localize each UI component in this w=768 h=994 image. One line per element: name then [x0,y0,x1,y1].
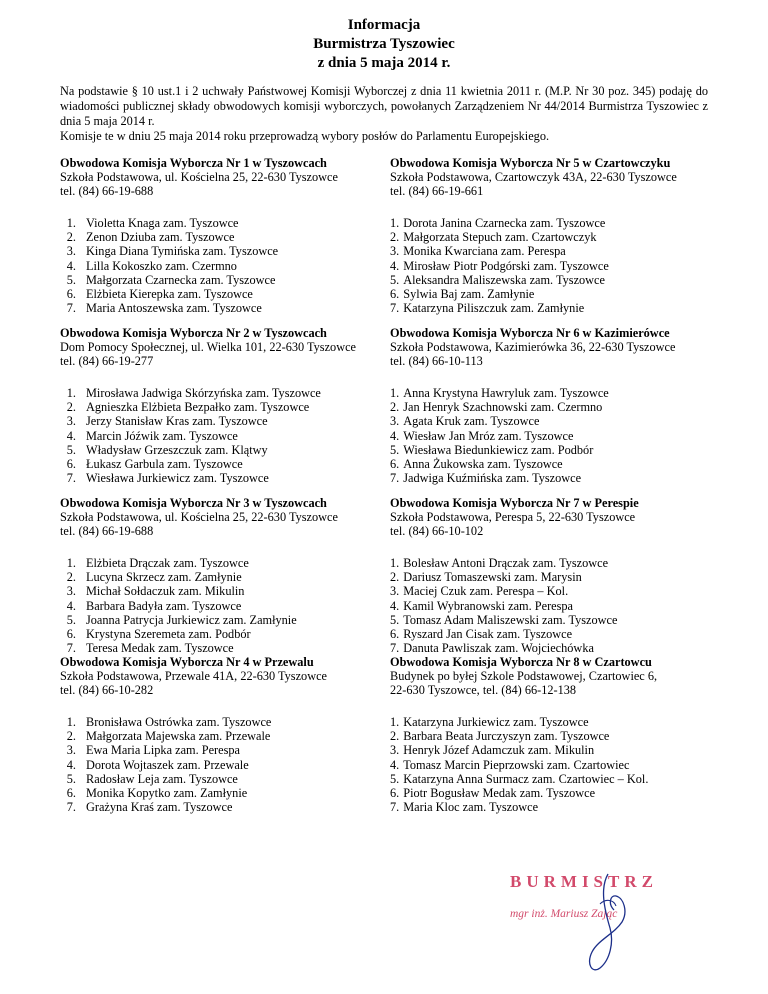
commission-name: Obwodowa Komisja Wyborcza Nr 6 w Kazimierówce [390,326,670,340]
member-number: 4. [390,598,400,613]
member-list [60,715,386,814]
member-item [60,443,386,457]
member-list [390,216,720,315]
member-number: 1. [390,556,400,570]
member-number: 7. [390,471,400,486]
member-item [390,570,720,584]
commission-name: Obwodowa Komisja Wyborcza Nr 2 w Tyszowcach [60,326,327,340]
member-name: Dariusz Tomaszewski zam. Marysin [403,570,582,585]
title-line-1: Informacja [347,17,421,33]
member-number: 7. [66,641,76,656]
member-name: Katarzyna Piliszczuk zam. Zamłynie [403,301,585,316]
member-item [60,772,386,786]
member-item [390,287,720,301]
member-item [60,556,386,570]
commission-phone: tel. (84) 66-19-661 [390,184,484,199]
member-item [390,273,720,287]
member-number: 1. [66,715,76,729]
member-item [390,457,720,471]
member-name: Bronisława Ostrówka zam. Tyszowce [86,715,272,729]
member-name: Grażyna Kraś zam. Tyszowce [86,800,233,815]
member-number: 2. [66,570,76,585]
member-number: 5. [390,771,400,786]
member-name: Barbara Badyła zam. Tyszowce [86,598,242,613]
member-number: 2. [66,729,76,744]
member-name: Henryk Józef Adamczuk zam. Mikulin [403,743,595,758]
intro-text [60,84,708,144]
commission-block-4 [60,655,386,815]
member-name: Łukasz Garbula zam. Tyszowce [86,457,243,472]
member-number: 5. [390,612,400,627]
member-item [390,301,720,315]
member-number: 7. [390,301,400,316]
member-number: 2. [66,400,76,415]
member-item [390,216,720,230]
member-name: Tomasz Marcin Pieprzowski zam. Czartowiec [403,757,630,772]
member-item [60,758,386,772]
member-name: Zenon Dziuba zam. Tyszowce [86,230,235,245]
member-number: 2. [390,400,400,415]
member-number: 4. [390,428,400,443]
member-name: Jerzy Stanisław Kras zam. Tyszowce [86,414,268,429]
member-item [60,216,386,230]
member-number: 2. [66,230,76,245]
member-item [60,599,386,613]
member-item [60,743,386,757]
member-item [390,443,720,457]
member-item [390,800,720,814]
member-name: Bolesław Antoni Drączak zam. Tyszowce [403,556,609,570]
stamp-title: BURMISTRZ [510,872,658,891]
commission-phone: tel. (84) 66-10-102 [390,524,484,539]
member-name: Ryszard Jan Cisak zam. Tyszowce [403,627,573,642]
commission-block-7 [390,496,720,656]
member-number: 1. [390,715,400,729]
member-item [60,627,386,641]
member-name: Wiesława Jurkiewicz zam. Tyszowce [86,471,269,486]
member-number: 6. [390,786,400,801]
member-name: Wiesława Biedunkiewicz zam. Podbór [403,442,594,457]
member-item [60,729,386,743]
member-name: Agata Kruk zam. Tyszowce [403,414,540,429]
member-name: Katarzyna Anna Surmacz zam. Czartowiec – Kol. [403,771,649,786]
member-name: Małgorzata Majewska zam. Przewale [86,729,271,744]
member-item [60,230,386,244]
handwritten-signature [570,868,640,978]
commission-phone: 22-630 Tyszowce, tel. (84) 66-12-138 [390,683,577,698]
member-item [60,301,386,315]
member-number: 6. [66,786,76,801]
member-number: 6. [66,627,76,642]
member-item [60,641,386,655]
member-number: 4. [390,258,400,273]
member-name: Małgorzata Czarnecka zam. Tyszowce [86,272,276,287]
member-item [390,244,720,258]
member-list [390,715,720,814]
intro-paragraph-2: Komisje te w dniu 25 maja 2014 roku przeprowadzą wybory posłów do Parlamentu Europejskiego. [60,129,550,143]
stamp-name: mgr inż. Mariusz Zając [510,908,618,920]
member-item [390,429,720,443]
member-number: 2. [390,570,400,585]
commission-address: Dom Pomocy Społecznej, ul. Wielka 101, 22-630 Tyszowce [60,340,356,355]
member-name: Tomasz Adam Maliszewski zam. Tyszowce [403,612,618,627]
member-number: 5. [390,442,400,457]
member-list [60,556,386,655]
member-number: 5. [66,442,76,457]
member-name: Teresa Medak zam. Tyszowce [86,641,234,656]
member-item [60,273,386,287]
member-number: 5. [66,771,76,786]
member-number: 3. [390,244,400,259]
intro-paragraph-1: Na podstawie § 10 ust.1 i 2 uchwały Państwowej Komisji Wyborczej z dnia 11 kwietnia 2011 r. (M.P. Nr 30 poz. 345) podaję do wiadomości publicznej składy obwodowych komisji wyborczych, powołanych Zarządzeniem Nr 44/2014 Burmistrza Tyszowiec z dnia 5 maja 2014 r. [60,84,708,128]
member-name: Ewa Maria Lipka zam. Perespa [86,743,240,758]
member-name: Maria Antoszewska zam. Tyszowce [86,301,262,316]
member-number: 7. [66,301,76,316]
member-number: 7. [66,471,76,486]
member-list [60,216,386,315]
member-name: Dorota Janina Czarnecka zam. Tyszowce [403,216,606,230]
member-item [390,786,720,800]
member-name: Monika Kopytko zam. Zamłynie [86,786,248,801]
member-number: 3. [66,414,76,429]
commission-address: Szkoła Podstawowa, Kazimierówka 36, 22-630 Tyszowce [390,340,676,355]
member-number: 3. [66,584,76,599]
member-number: 6. [66,457,76,472]
member-number: 4. [66,428,76,443]
commission-name: Obwodowa Komisja Wyborcza Nr 8 w Czartowcu [390,655,652,669]
member-name: Maciej Czuk zam. Perespa – Kol. [403,584,569,599]
member-name: Marcin Jóźwik zam. Tyszowce [86,428,238,443]
member-number: 4. [390,757,400,772]
member-item [390,400,720,414]
member-number: 7. [390,641,400,656]
member-name: Barbara Beata Jurczyszyn zam. Tyszowce [403,729,610,744]
member-number: 1. [66,216,76,230]
member-name: Aleksandra Maliszewska zam. Tyszowce [403,272,605,287]
member-item [390,599,720,613]
member-item [60,786,386,800]
commission-address: Szkoła Podstawowa, Perespa 5, 22-630 Tyszowce [390,510,636,525]
member-list [60,386,386,485]
commission-block-1 [60,156,386,316]
commission-phone: tel. (84) 66-19-277 [60,354,154,369]
member-item [390,414,720,428]
member-item [60,715,386,729]
commission-phone: tel. (84) 66-10-113 [390,354,483,369]
commission-name: Obwodowa Komisja Wyborcza Nr 4 w Przewalu [60,655,314,669]
member-number: 5. [66,272,76,287]
member-name: Kamil Wybranowski zam. Perespa [403,598,574,613]
member-name: Maria Kloc zam. Tyszowce [403,800,539,815]
member-item [390,471,720,485]
member-number: 6. [390,627,400,642]
member-number: 1. [66,386,76,400]
member-name: Elżbieta Drączak zam. Tyszowce [86,556,249,570]
member-number: 5. [66,612,76,627]
member-name: Joanna Patrycja Jurkiewicz zam. Zamłynie [86,612,297,627]
member-number: 7. [390,800,400,815]
member-item [60,414,386,428]
member-number: 3. [66,244,76,259]
commission-phone: tel. (84) 66-19-688 [60,184,154,199]
member-name: Mirosław Piotr Podgórski zam. Tyszowce [403,258,609,273]
member-list [390,556,720,655]
member-item [60,429,386,443]
member-item [60,287,386,301]
member-name: Władysław Grzeszczuk zam. Klątwy [86,442,268,457]
member-name: Piotr Bogusław Medak zam. Tyszowce [403,786,596,801]
commission-name: Obwodowa Komisja Wyborcza Nr 3 w Tyszowcach [60,496,327,510]
member-item [60,259,386,273]
member-name: Anna Krystyna Hawryluk zam. Tyszowce [403,386,609,400]
member-number: 6. [66,287,76,302]
member-number: 6. [390,457,400,472]
commission-block-2 [60,326,386,486]
commission-address: Szkoła Podstawowa, ul. Kościelna 25, 22-630 Tyszowce [60,510,338,525]
member-number: 1. [66,556,76,570]
commission-name: Obwodowa Komisja Wyborcza Nr 7 w Perespie [390,496,639,510]
commission-address: Szkoła Podstawowa, Przewale 41A, 22-630 Tyszowce [60,669,327,684]
commission-address: Szkoła Podstawowa, Czartowczyk 43A, 22-630 Tyszowce [390,170,677,185]
member-number: 3. [390,414,400,429]
member-number: 4. [66,598,76,613]
member-name: Violetta Knaga zam. Tyszowce [86,216,239,230]
commission-address: Budynek po byłej Szkole Podstawowej, Czartowiec 6, [390,669,658,684]
member-name: Jan Henryk Szachnowski zam. Czermno [403,400,603,415]
member-name: Katarzyna Jurkiewicz zam. Tyszowce [403,715,589,729]
signature-stamp [510,868,670,978]
member-item [60,386,386,400]
commission-block-3 [60,496,386,656]
member-item [390,613,720,627]
commission-name: Obwodowa Komisja Wyborcza Nr 5 w Czartowczyku [390,156,671,170]
member-number: 1. [390,386,400,400]
member-item [60,800,386,814]
member-name: Jadwiga Kuźmińska zam. Tyszowce [403,471,582,486]
member-name: Dorota Wojtaszek zam. Przewale [86,757,249,772]
member-item [390,584,720,598]
commission-name: Obwodowa Komisja Wyborcza Nr 1 w Tyszowcach [60,156,327,170]
commission-block-6 [390,326,720,486]
member-item [390,743,720,757]
member-name: Lucyna Skrzecz zam. Zamłynie [86,570,242,585]
member-list [390,386,720,485]
member-item [60,584,386,598]
member-name: Michał Sołdaczuk zam. Mikulin [86,584,245,599]
member-name: Wiesław Jan Mróz zam. Tyszowce [403,428,574,443]
member-name: Mirosława Jadwiga Skórzyńska zam. Tyszowce [86,386,321,400]
member-name: Sylwia Baj zam. Zamłynie [403,287,535,302]
member-item [390,772,720,786]
member-number: 5. [390,272,400,287]
member-item [390,627,720,641]
member-item [60,457,386,471]
document-title [0,16,768,73]
member-name: Elżbieta Kierepka zam. Tyszowce [86,287,253,302]
member-name: Radosław Leja zam. Tyszowce [86,771,238,786]
commission-phone: tel. (84) 66-10-282 [60,683,154,698]
member-name: Anna Żukowska zam. Tyszowce [403,457,563,472]
member-name: Agnieszka Elżbieta Bezpałko zam. Tyszowce [86,400,310,415]
title-line-2: Burmistrza Tyszowiec [313,36,455,52]
member-item [60,400,386,414]
commission-phone: tel. (84) 66-19-688 [60,524,154,539]
member-name: Monika Kwarciana zam. Perespa [403,244,566,259]
member-number: 2. [390,729,400,744]
member-name: Krystyna Szeremeta zam. Podbór [86,627,251,642]
commission-block-5 [390,156,720,316]
member-name: Danuta Pawliszak zam. Wojciechówka [403,641,594,656]
member-item [390,556,720,570]
member-item [390,715,720,729]
member-item [60,613,386,627]
member-item [390,641,720,655]
commission-block-8 [390,655,720,815]
member-number: 3. [390,584,400,599]
member-number: 2. [390,230,400,245]
member-number: 7. [66,800,76,815]
member-number: 3. [390,743,400,758]
title-line-3: z dnia 5 maja 2014 r. [317,55,451,71]
member-item [390,230,720,244]
member-name: Lilla Kokoszko zam. Czermno [86,258,237,273]
member-item [60,570,386,584]
member-number: 4. [66,757,76,772]
member-item [60,471,386,485]
member-number: 6. [390,287,400,302]
member-name: Małgorzata Stepuch zam. Czartowczyk [403,230,597,245]
member-number: 4. [66,258,76,273]
member-item [390,758,720,772]
member-item [390,729,720,743]
member-item [60,244,386,258]
member-item [390,386,720,400]
member-item [390,259,720,273]
member-number: 3. [66,743,76,758]
member-number: 1. [390,216,400,230]
commission-address: Szkoła Podstawowa, ul. Kościelna 25, 22-630 Tyszowce [60,170,338,185]
member-name: Kinga Diana Tymińska zam. Tyszowce [86,244,279,259]
